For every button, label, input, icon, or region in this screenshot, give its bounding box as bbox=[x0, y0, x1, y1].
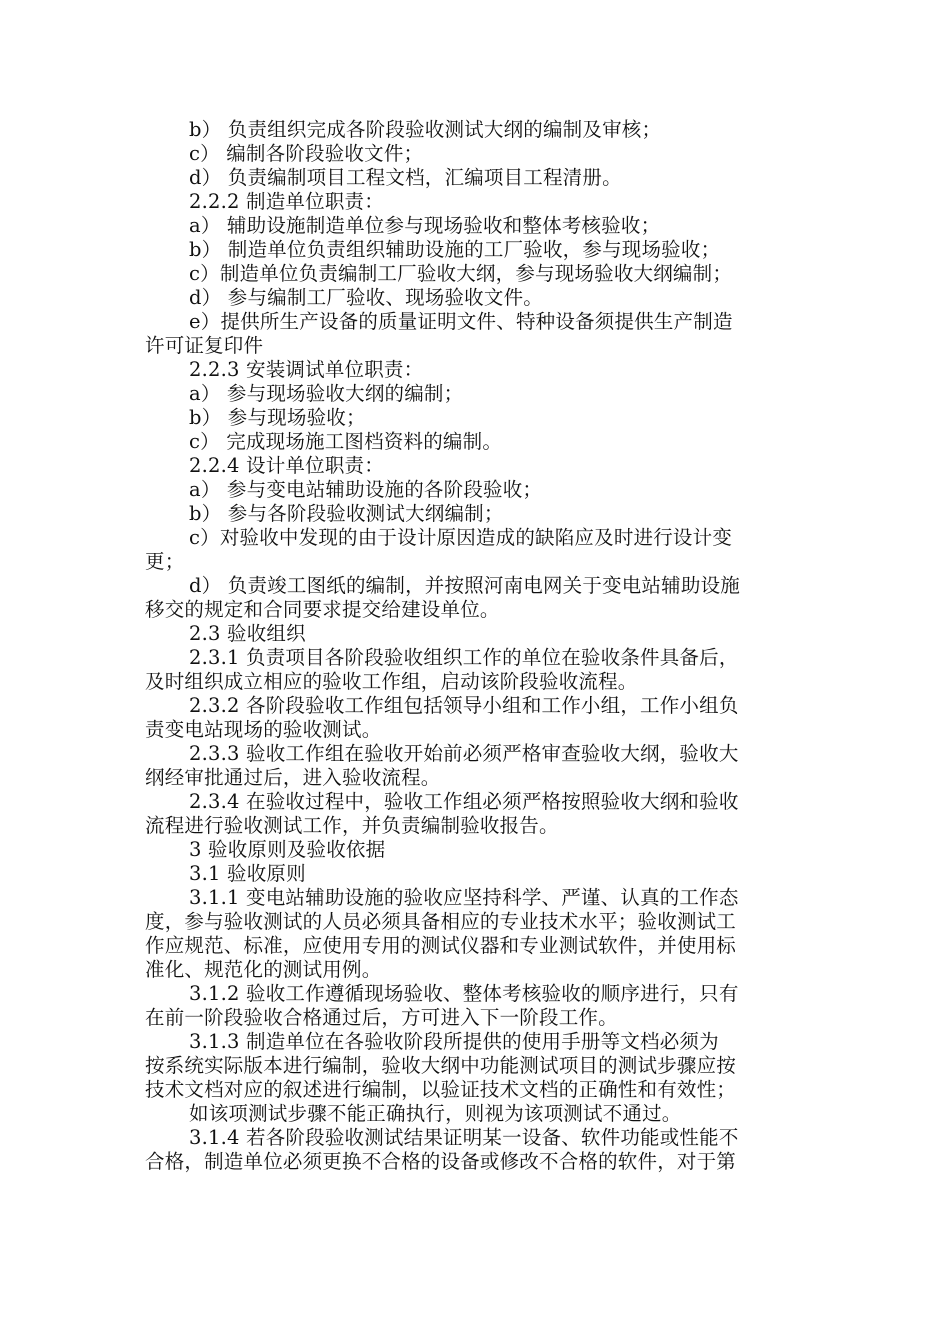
text-line: 按系统实际版本进行编制，验收大纲中功能测试项目的测试步骤应按 bbox=[145, 1054, 737, 1077]
text-line: 更； bbox=[145, 550, 185, 573]
text-line: 3.1.1 变电站辅助设施的验收应坚持科学、严谨、认真的工作态 bbox=[189, 886, 739, 909]
text-line: 技术文档对应的叙述进行编制，以验证技术文档的正确性和有效性； bbox=[145, 1078, 737, 1101]
text-line: d） 负责竣工图纸的编制，并按照河南电网关于变电站辅助设施 bbox=[189, 574, 740, 597]
text-line: 及时组织成立相应的验收工作组，启动该阶段验收流程。 bbox=[145, 670, 638, 693]
text-line: 纲经审批通过后，进入验收流程。 bbox=[145, 766, 441, 789]
text-line: b） 参与各阶段验收测试大纲编制； bbox=[189, 502, 504, 525]
text-line: 准化、规范化的测试用例。 bbox=[145, 958, 382, 981]
text-line: c）对验收中发现的由于设计原因造成的缺陷应及时进行设计变 bbox=[189, 526, 733, 549]
text-line: c） 完成现场施工图档资料的编制。 bbox=[189, 430, 503, 453]
text-line: 2.3.4 在验收过程中，验收工作组必须严格按照验收大纲和验收 bbox=[189, 790, 739, 813]
text-line: a） 辅助设施制造单位参与现场验收和整体考核验收； bbox=[189, 214, 661, 237]
text-line: e）提供所生产设备的质量证明文件、特种设备须提供生产制造 bbox=[189, 310, 733, 333]
text-line: 度，参与验收测试的人员必须具备相应的专业技术水平；验收测试工 bbox=[145, 910, 737, 933]
text-line: 2.3.2 各阶段验收工作组包括领导小组和工作小组，工作小组负 bbox=[189, 694, 739, 717]
text-line: 合格，制造单位必须更换不合格的设备或修改不合格的软件，对于第 bbox=[145, 1150, 737, 1173]
document-body bbox=[145, 118, 810, 1174]
text-line: 2.2.2 制造单位职责： bbox=[189, 190, 384, 213]
text-line: 3.1.3 制造单位在各验收阶段所提供的使用手册等文档必须为 bbox=[189, 1030, 719, 1053]
text-line: b） 制造单位负责组织辅助设施的工厂验收，参与现场验收； bbox=[189, 238, 721, 261]
text-line: 许可证复印件 bbox=[145, 334, 264, 357]
text-line: b） 参与现场验收； bbox=[189, 406, 366, 429]
text-line: a） 参与变电站辅助设施的各阶段验收； bbox=[189, 478, 543, 501]
text-line: 2.3.3 验收工作组在验收开始前必须严格审查验收大纲，验收大 bbox=[189, 742, 739, 765]
text-line: d） 参与编制工厂验收、现场验收文件。 bbox=[189, 286, 543, 309]
text-line: c）制造单位负责编制工厂验收大纲，参与现场验收大纲编制； bbox=[189, 262, 733, 285]
text-line: 在前一阶段验收合格通过后，方可进入下一阶段工作。 bbox=[145, 1006, 618, 1029]
text-line: d） 负责编制项目工程文档，汇编项目工程清册。 bbox=[189, 166, 622, 189]
text-line: 移交的规定和合同要求提交给建设单位。 bbox=[145, 598, 500, 621]
text-line: 2.2.3 安装调试单位职责： bbox=[189, 358, 424, 381]
text-line: 如该项测试步骤不能正确执行，则视为该项测试不通过。 bbox=[189, 1102, 682, 1125]
text-line: 2.3 验收组织 bbox=[189, 622, 306, 645]
text-line: 责变电站现场的验收测试。 bbox=[145, 718, 382, 741]
text-line: c） 编制各阶段验收文件； bbox=[189, 142, 424, 165]
text-line: 3.1.4 若各阶段验收测试结果证明某一设备、软件功能或性能不 bbox=[189, 1126, 739, 1149]
text-line: 2.3.1 负责项目各阶段验收组织工作的单位在验收条件具备后， bbox=[189, 646, 739, 669]
text-line: a） 参与现场验收大纲的编制； bbox=[189, 382, 464, 405]
text-line: 3.1 验收原则 bbox=[189, 862, 306, 885]
text-line: 流程进行验收测试工作，并负责编制验收报告。 bbox=[145, 814, 559, 837]
text-line: 2.2.4 设计单位职责： bbox=[189, 454, 384, 477]
text-line: 3.1.2 验收工作遵循现场验收、整体考核验收的顺序进行，只有 bbox=[189, 982, 739, 1005]
text-line: 作应规范、标准，应使用专用的测试仪器和专业测试软件，并使用标 bbox=[145, 934, 737, 957]
text-line: 3 验收原则及验收依据 bbox=[189, 838, 386, 861]
text-line: b） 负责组织完成各阶段验收测试大纲的编制及审核； bbox=[189, 118, 662, 141]
